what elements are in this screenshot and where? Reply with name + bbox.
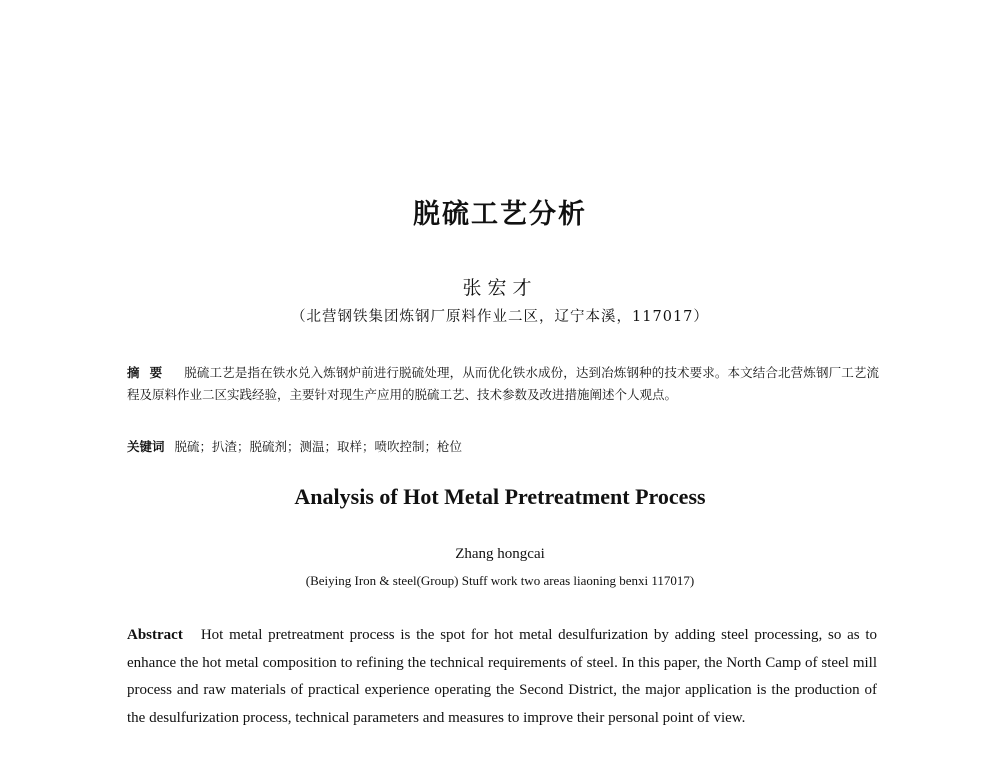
chinese-title: 脱硫工艺分析 bbox=[413, 199, 587, 230]
chinese-abstract bbox=[127, 362, 879, 406]
english-abstract bbox=[127, 622, 877, 732]
english-affiliation: (Beiying Iron & steel(Group) Stuff work two areas liaoning benxi 117017) bbox=[305, 573, 695, 588]
chinese-keywords-label: 关键词 bbox=[127, 439, 165, 454]
english-author: Zhang hongcai bbox=[455, 546, 545, 562]
chinese-abstract-text: 脱硫工艺是指在铁水兑入炼钢炉前进行脱硫处理，从而优化铁水成份，达到冶炼钢种的技术要求。本文结合北营炼钢厂工艺流程及原料作业二区实践经验，主要针对现生产应用的脱硫工艺、技术参数及改进措施阐述个人观点。 bbox=[127, 365, 879, 402]
english-abstract-text: Hot metal pretreatment process is the spot for hot metal desulfurization by adding steel processing, so as to enhance the hot metal composition to refining the technical requirements of steel. In this paper, the North Camp of steel mill process and raw materials of practical experience operating the Second District, the major application is the production of the desulfurization process, technical parameters and measures to improve their personal point of view. bbox=[127, 627, 877, 726]
chinese-affiliation: （北营钢铁集团炼钢厂原料作业二区，辽宁本溪，117017） bbox=[291, 309, 709, 325]
chinese-author: 张宏才 bbox=[462, 277, 538, 299]
chinese-abstract-label: 摘要 bbox=[127, 365, 173, 380]
english-title: Analysis of Hot Metal Pretreatment Process bbox=[294, 484, 706, 509]
chinese-keywords-text: 脱硫；扒渣；脱硫剂；测温；取样；喷吹控制；枪位 bbox=[174, 439, 463, 454]
chinese-keywords bbox=[127, 437, 879, 457]
english-abstract-label: Abstract bbox=[127, 627, 183, 643]
